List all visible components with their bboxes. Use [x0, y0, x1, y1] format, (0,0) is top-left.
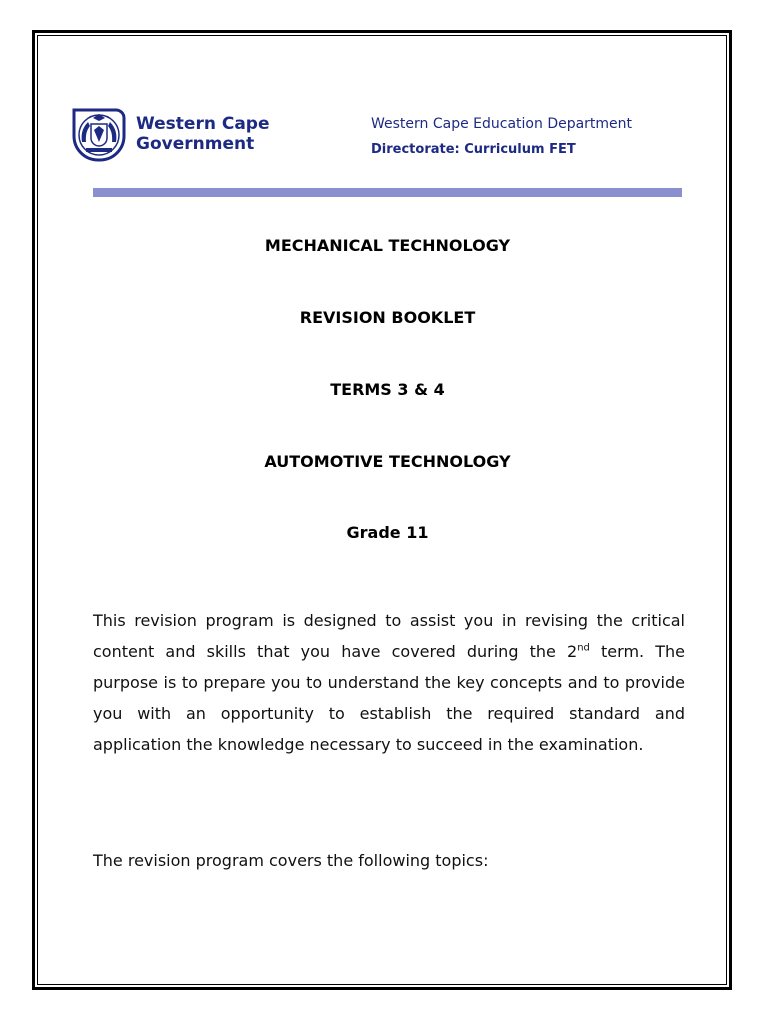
logo-wordmark [136, 114, 270, 154]
stream-title: AUTOMOTIVE TECHNOLOGY [264, 452, 511, 471]
booklet-title: REVISION BOOKLET [299, 308, 476, 327]
topics-intro: The revision program covers the following topics: [93, 851, 489, 870]
logo-line-2: Government [136, 134, 255, 154]
wcg-logo [70, 106, 280, 164]
department-name: Western Cape Education Department [371, 116, 633, 132]
page-border-inner [37, 35, 727, 985]
directorate-name: Directorate: Curriculum FET [371, 142, 576, 157]
intro-paragraph [93, 605, 685, 760]
logo-line-1: Western Cape [136, 114, 270, 134]
intro-superscript: nd [577, 642, 590, 654]
terms-title: TERMS 3 & 4 [330, 380, 445, 399]
header-divider [93, 188, 682, 197]
grade-title: Grade 11 [346, 523, 429, 542]
intro-text-start: This revision program is designed to assist you in revising the critical content and skills that you have covered during the 2 [93, 611, 685, 661]
department-block [371, 114, 632, 160]
coat-of-arms-icon [70, 106, 128, 164]
intro-text-end: term. The purpose is to prepare you to understand the key concepts and to provide you with an opportunity to establish the required standard and application the knowledge necessary to succeed in the examination. [93, 642, 686, 754]
subject-title: MECHANICAL TECHNOLOGY [264, 236, 511, 255]
